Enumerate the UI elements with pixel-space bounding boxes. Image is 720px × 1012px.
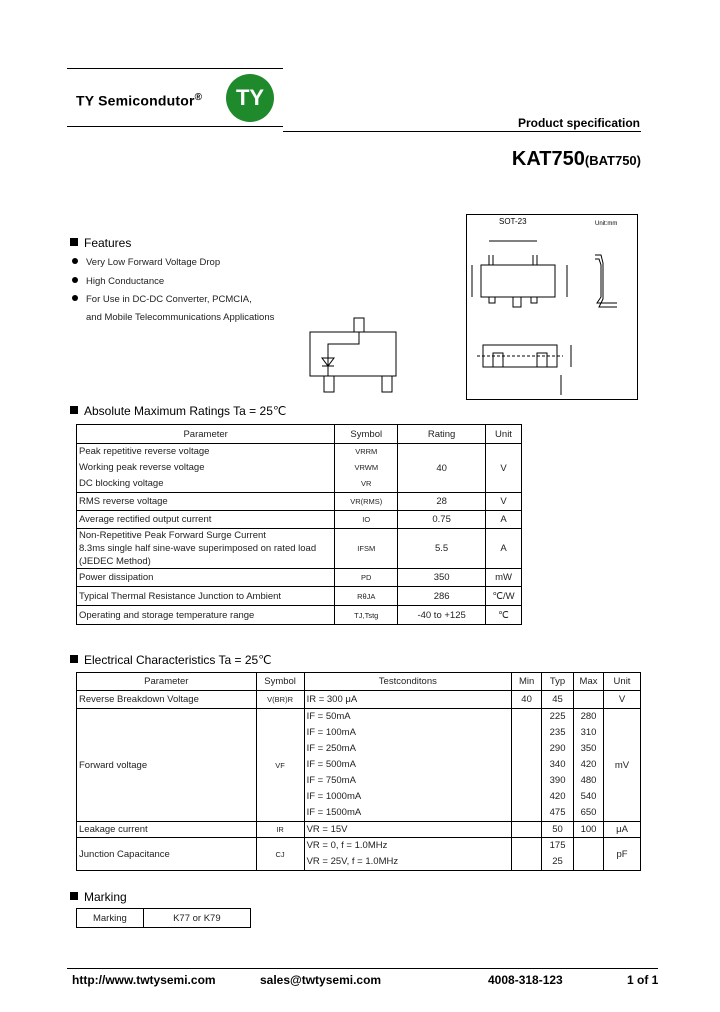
package-outline-diagram	[467, 215, 637, 399]
feature-item-continuation: and Mobile Telecommunications Applications	[86, 312, 275, 323]
company-name: TY Semicondutor®	[76, 92, 203, 109]
table-row	[77, 444, 522, 493]
unit-cell: V	[486, 444, 522, 493]
footer-page: 1 of 1	[627, 973, 659, 987]
package-name: SOT-23	[499, 217, 527, 226]
feature-item: Very Low Forward Voltage Drop	[72, 257, 220, 268]
feature-item: High Conductance	[72, 276, 164, 287]
table-row: Reverse Breakdown Voltage V(BR)R IR = 300 μA 40 45 V	[77, 691, 641, 709]
table-row: Forward voltage VF IF = 50mA IF = 100mA IF = 250mA IF = 500mA IF = 750mA IF = 1000mA IF = 1500mA 225 235 290 340 390 420 475 280 310 350 420 480 540 650 mV	[77, 709, 641, 822]
feature-item: For Use in DC-DC Converter, PCMCIA,	[72, 294, 252, 305]
col-header: Symbol	[335, 425, 398, 444]
table-row: Leakage current IR VR = 15V 50 100 μA	[77, 822, 641, 838]
header-right-rule	[283, 131, 641, 132]
part-number: KAT750(BAT750)	[511, 148, 641, 170]
col-header: Max	[574, 673, 604, 691]
company-logo: TY	[226, 74, 274, 122]
table-row: Power dissipation PD 350 mW	[77, 569, 522, 587]
marking-heading: Marking	[70, 890, 127, 904]
electrical-heading: Electrical Characteristics Ta = 25℃	[70, 653, 272, 667]
table-row: Operating and storage temperature range TJ,Tstg -40 to +125 ℃	[77, 606, 522, 625]
package-drawing	[466, 214, 638, 400]
table-row: Typical Thermal Resistance Junction to Ambient RθJA 286 ℃/W	[77, 587, 522, 606]
col-header: Parameter	[77, 673, 257, 691]
footer-rule	[67, 968, 658, 969]
symbol-cell: VRRM VRWM VR	[335, 444, 398, 493]
col-header: Symbol	[256, 673, 304, 691]
param-cell: Peak repetitive reverse voltage Working peak reverse voltage DC blocking voltage	[77, 444, 335, 493]
footer-url[interactable]: http://www.twtysemi.com	[72, 973, 216, 987]
header-top-rule	[67, 68, 283, 69]
section-bullet	[70, 238, 78, 246]
bullet-icon	[72, 295, 78, 301]
bullet-icon	[72, 258, 78, 264]
abs-max-table	[76, 424, 522, 625]
package-unit: Unit:mm	[595, 221, 618, 227]
header-left-rule	[67, 126, 283, 127]
electrical-table	[76, 672, 641, 871]
diode-pin-diagram	[308, 316, 412, 398]
abs-max-heading: Absolute Maximum Ratings Ta = 25℃	[70, 404, 286, 418]
col-header: Rating	[398, 425, 486, 444]
col-header: Min	[512, 673, 542, 691]
features-heading: Features	[70, 236, 131, 250]
bullet-icon	[72, 277, 78, 283]
col-header: Unit	[486, 425, 522, 444]
col-header: Unit	[604, 673, 641, 691]
table-row: Junction Capacitance CJ VR = 0, f = 1.0MHz VR = 25V, f = 1.0MHz 175 25 pF	[77, 838, 641, 871]
col-header: Parameter	[77, 425, 335, 444]
section-bullet	[70, 406, 78, 414]
table-row: RMS reverse voltage VR(RMS) 28 V	[77, 493, 522, 511]
section-bullet	[70, 655, 78, 663]
table-row: Non-Repetitive Peak Forward Surge Current 8.3ms single half sine-wave superimposed on rated load (JEDEC Method) IFSM 5.5 A	[77, 529, 522, 569]
col-header: Typ	[542, 673, 574, 691]
marking-table: Marking K77 or K79	[76, 908, 251, 928]
product-specification: Product specification	[517, 116, 640, 130]
rating-cell: 40	[398, 444, 486, 493]
footer-phone: 4008-318-123	[488, 973, 563, 987]
table-row: Average rectified output current IO 0.75 A	[77, 511, 522, 529]
col-header: Testconditons	[304, 673, 512, 691]
section-bullet	[70, 892, 78, 900]
footer-email[interactable]: sales@twtysemi.com	[260, 973, 382, 987]
